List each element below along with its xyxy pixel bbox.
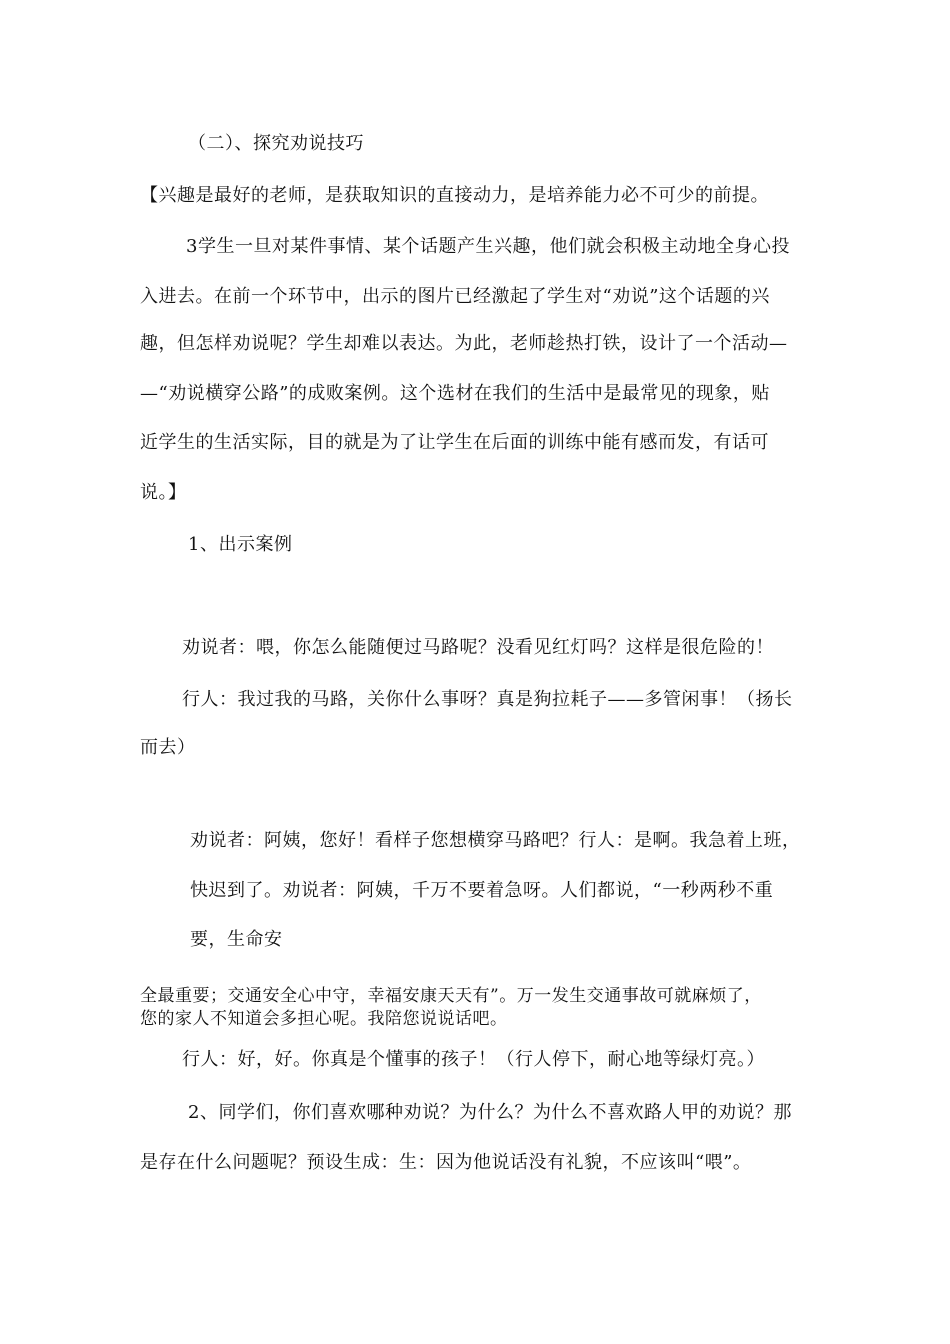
intro-line-1: 【兴趣是最好的老师，是获取知识的直接动力，是培养能力必不可少的前提。 (140, 185, 769, 206)
case2-line-4: 全最重要；交通安全心中守，幸福安康天天有”。万一发生交通事故可就麻烦了， (140, 986, 762, 1006)
intro-line-2: 3学生一旦对某件事情、某个话题产生兴趣，他们就会积极主动地全身心投 (186, 236, 790, 257)
intro-line-6: 近学生的生活实际，目的就是为了让学生在后面的训练中能有感而发，有话可 (140, 432, 769, 453)
item1-heading: 1、出示案例 (188, 534, 293, 555)
case2-line-1: 劝说者：阿姨，您好！看样子您想横穿马路吧？行人：是啊。我急着上班， (190, 830, 801, 851)
item2-line-2: 是存在什么问题呢？预设生成：生：因为他说话没有礼貌，不应该叫“喂”。 (140, 1152, 752, 1173)
section-heading: （二）、探究劝说技巧 (188, 133, 364, 154)
case1-line-1: 劝说者：喂，你怎么能随便过马路呢？没看见红灯吗？这样是很危险的！ (182, 637, 774, 658)
case1-line-3: 而去） (140, 737, 196, 758)
intro-line-3: 入进去。在前一个环节中，出示的图片已经激起了学生对“劝说”这个话题的兴 (140, 286, 770, 307)
case2-line-5: 您的家人不知道会多担心呢。我陪您说说话吧。 (140, 1009, 508, 1029)
case1-line-2: 行人：我过我的马路，关你什么事呀？真是狗拉耗子——多管闲事！（扬长 (182, 689, 793, 710)
case2-line-6: 行人：好，好。你真是个懂事的孩子！（行人停下，耐心地等绿灯亮。） (182, 1049, 765, 1070)
intro-line-4: 趣，但怎样劝说呢？学生却难以表达。为此，老师趁热打铁，设计了一个活动— (140, 333, 788, 354)
case2-line-3: 要，生命安 (190, 929, 283, 950)
case2-line-2: 快迟到了。劝说者：阿姨，千万不要着急呀。人们都说，“一秒两秒不重 (190, 880, 774, 901)
item2-line-1: 2、同学们，你们喜欢哪种劝说？为什么？为什么不喜欢路人甲的劝说？那 (188, 1102, 792, 1123)
intro-line-7: 说。】 (140, 482, 187, 503)
intro-line-5: —“劝说横穿公路”的成败案例。这个选材在我们的生活中是最常见的现象，贴 (140, 383, 770, 404)
